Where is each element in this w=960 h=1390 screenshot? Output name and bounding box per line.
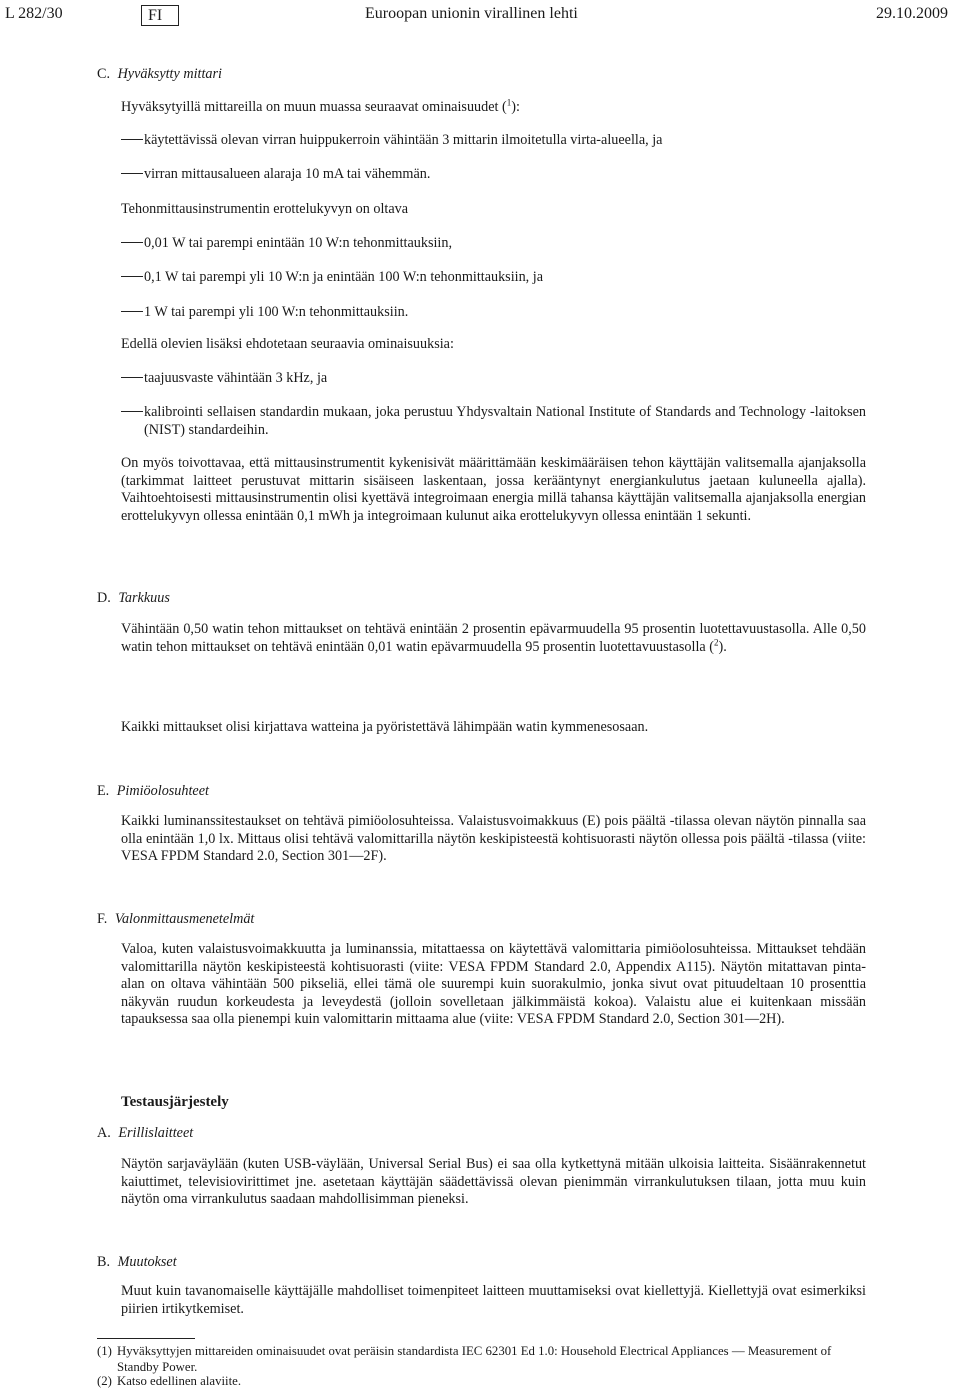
section-b-paragraph: Muut kuin tavanomaiselle käyttäjälle mahdolliset toimenpiteet laitteen muuttamiseksi ovat kiellettyjä. Kiellettyjä ovat esimerkiksi piirien irtikytkemiset.: [121, 1283, 866, 1317]
dash-bullet: [121, 139, 143, 140]
section-c-intro: Hyväksytyillä mittareilla on muun muassa seuraavat ominaisuudet ($^1$):: [121, 97, 520, 115]
footnote-mark: (2): [97, 1374, 112, 1388]
section-c-heading: [97, 66, 222, 84]
section-letter: C.: [97, 66, 111, 82]
section-d-heading: [97, 590, 170, 608]
list-item: taajuusvaste vähintään 3 kHz, ja: [121, 370, 866, 388]
footnote-ref[interactable]: 2: [713, 636, 719, 647]
test-setup-heading: Testausjärjestely: [121, 1094, 229, 1110]
dash-bullet: [121, 242, 143, 243]
section-e-heading: [97, 783, 209, 801]
dash-bullet: [121, 311, 143, 312]
language-badge: FI: [141, 5, 179, 26]
section-e-paragraph: Kaikki luminanssitestaukset on tehtävä pimiöolosuhteissa. Valaistusvoimakkuus (E) pois päältä -tilassa olevan näytön pinnalla saa olla enintään 1,0 lx. Mittaus olisi tehtävä valomittarilla näytön keskipisteestä kohtisuorasti näytön ollessa pois päältä -tilassa (viite: VESA FPDM Standard 2.0, Section 301—2F).: [121, 813, 866, 865]
section-a-heading: [97, 1125, 193, 1143]
list-item: 1 W tai parempi yli 100 W:n tehonmittauksiin.: [121, 304, 866, 322]
section-d-paragraph-2: Kaikki mittaukset olisi kirjattava watteina ja pyöristettävä lähimpään watin kymmenesosaan.: [121, 719, 649, 735]
list-item: käytettävissä olevan virran huippukerroin vähintään 3 mittarin ilmoitetulla virta-alueella, ja: [121, 132, 866, 150]
list-item: kalibrointi sellaisen standardin mukaan, joka perustuu Yhdysvaltain National Institute of Standards and Technology -laitoksen (NIST) standardeihin.: [121, 404, 866, 422]
journal-title: Euroopan unionin virallinen lehti: [365, 5, 578, 22]
footnote-ref[interactable]: 1: [506, 97, 512, 108]
footnote-text: Hyväksyttyjen mittareiden ominaisuudet ovat peräisin standardista IEC 62301 Ed 1.0: Household Electrical Appliances — Measurement of Standby Power.: [117, 1344, 832, 1374]
resolution-intro: Tehonmittausinstrumentin erottelukyvyn on oltava: [121, 201, 409, 217]
section-letter: B.: [97, 1254, 111, 1270]
section-title: Valonmittausmenetelmät: [114, 911, 255, 927]
section-title: Pimiöolosuhteet: [116, 783, 209, 799]
section-letter: E.: [97, 783, 110, 799]
section-f-paragraph: Valoa, kuten valaistusvoimakkuutta ja luminanssia, mitattaessa on käytettävä valomittaria pimiöolosuhteissa. Mittaukset tehdään valomittarilla näytön keskipisteestä kohtisuorasti (viite: VESA FPDM Standard 2.0, Appendix A115). Näytön mitattavan pinta-alan on oltava vähintään 500 pikseliä, ellei tämä ole suurempi kuin suorakulmio, jonka sivut ovat pituudeltaan 10 prosenttia näkyvän ruudun korkeudesta ja leveydestä (jolloin sovelletaan jälkimmäistä kokoa). Valaistu alue ei kuitenkaan missään tapauksessa saa olla pienempi kuin valomittarin mittaama alue (viite: VESA FPDM Standard 2.0, Section 301—2H).: [121, 941, 866, 1028]
page-reference: L 282/30: [5, 5, 63, 22]
dash-bullet: [121, 276, 143, 277]
section-c-closing: On myös toivottavaa, että mittausinstrumentit kykenisivät määrittämään keskimääräisen tehon käyttäjän valitsemalla ajanjaksolla (tarkimmat laitteet perustuvat mittarin sisäiseen laskentaan, jossa kerääntynyt energiankulutus jaetaan kuluneella ajalla). Vaihtoehtoisesti mittausinstrumentin olisi kyettävä integroimaan energia millä tahansa käyttäjän valitsemalla ajanjaksolla energian erottelukyvyn ollessa enintään 0,1 mWh ja integroimaan kulunut aika erottelukyvyn ollessa enintään 1 sekunti.: [121, 455, 866, 524]
publication-date: 29.10.2009: [876, 5, 948, 22]
footnote-text: Katso edellinen alaviite.: [117, 1374, 242, 1388]
section-title: Hyväksytty mittari: [117, 66, 222, 82]
page-header: [0, 5, 960, 29]
footnote-divider: [97, 1338, 195, 1339]
dash-bullet: [121, 411, 143, 412]
section-title: Muutokset: [117, 1254, 177, 1270]
section-title: Tarkkuus: [118, 590, 170, 606]
list-item: virran mittausalueen alaraja 10 mA tai vähemmän.: [121, 166, 866, 184]
section-a-paragraph: Näytön sarjaväylään (kuten USB-väylään, Universal Serial Bus) ei saa olla kytkettynä mitään ulkoisia laitteita. Sisäänrakennetut kaiuttimet, televisiovirittimet jne. asetetaan käyttäjän säädettävissä olevan pienimmän virrankulutuksen tilaan, jotta muu kuin näytön oma virrankulutus saadaan mahdollisimman pieneksi.: [121, 1156, 866, 1208]
section-d-paragraph: Vähintään 0,50 watin tehon mittaukset on tehtävä enintään 2 prosentin epävarmuudella 95 prosentin luotettavuustasolla. Alle 0,50 watin tehon mittaukset on tehtävä enintään 0,01 watin epävarmuudella 95 prosentin luotettavuustasolla ($^2$).: [121, 621, 866, 655]
dash-bullet: [121, 173, 143, 174]
footnote-mark: (1): [97, 1344, 112, 1358]
section-f-heading: [97, 911, 254, 929]
section-letter: A.: [97, 1125, 111, 1141]
section-b-heading: [97, 1254, 177, 1272]
dash-bullet: [121, 377, 143, 378]
section-title: Erillislaitteet: [118, 1125, 194, 1141]
list-item: 0,1 W tai parempi yli 10 W:n ja enintään 100 W:n tehonmittauksiin, ja: [121, 269, 866, 287]
section-letter: F.: [97, 911, 108, 927]
list-item: 0,01 W tai parempi enintään 10 W:n tehonmittauksiin,: [121, 235, 866, 253]
extra-intro: Edellä olevien lisäksi ehdotetaan seuraavia ominaisuuksia:: [121, 336, 454, 352]
section-letter: D.: [97, 590, 111, 606]
